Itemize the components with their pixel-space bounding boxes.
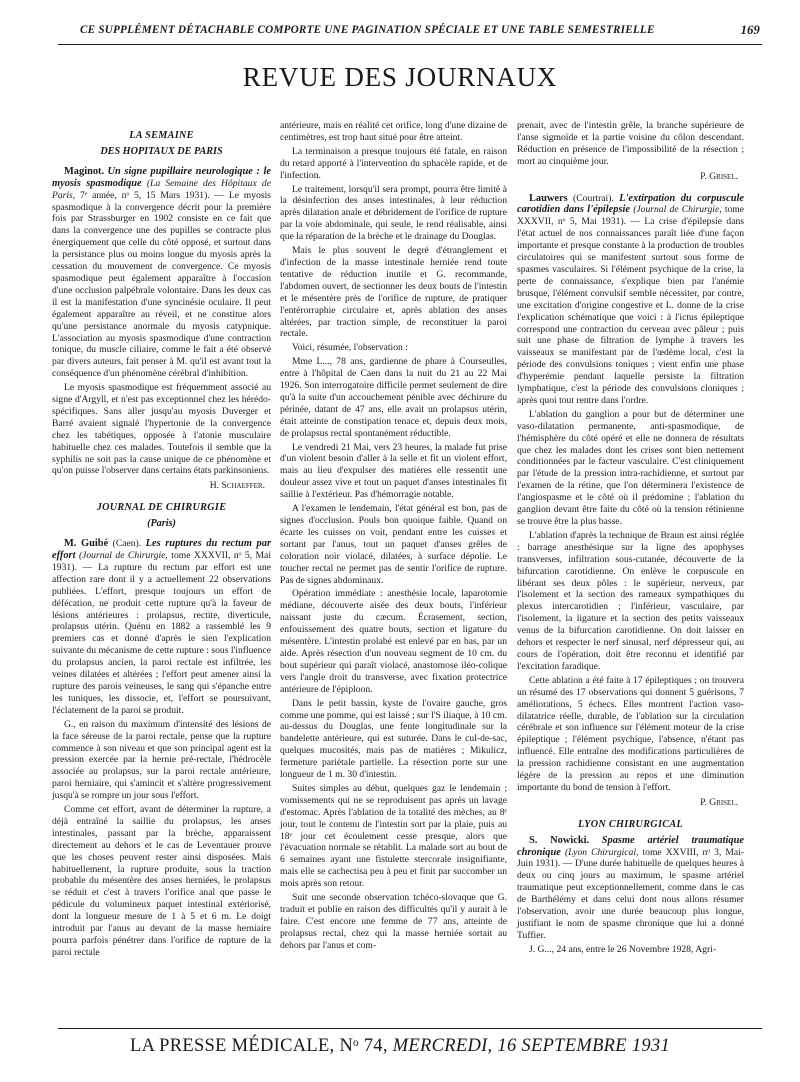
article-text: tome XXVIII, nᵒ 3, Mai-Juin 1931). — D'une durée habituelle de quelques heures à deux ou cinq jours au maximum, le spasme artériel traumatique peut exceptionnellement, comme dans le cas de Barthélémy et dans celui dont nous allons résumer l'observation, avoir une durée beaucoup plus longue, justifiant le nom de spasme chronique que lui a donné Tuffier. xyxy=(517,846,744,941)
section-subheading: DES HOPITAUX DE PARIS xyxy=(100,145,223,157)
article-reference: (La Semaine des Hôpitaux de Paris, xyxy=(52,177,271,201)
page-footer xyxy=(0,1036,800,1057)
article-reference: (Journal de Chirurgie, xyxy=(633,204,722,216)
section-subheading: (Paris) xyxy=(147,518,176,530)
article-title: Spasme artériel traumatique chronique xyxy=(517,834,744,858)
article-paragraph: Opération immédiate : anesthésie locale, laparotomie médiane, découverte aisée des deux bouts, l'inférieur naissant juste du cæcum. Écrasement, section, enfouissement des quatre bouts, section et ligature du mésentère. L'intestin prolabé est enlevé par en bas, par un aide. Après résection d'un nouveau segment de 10 cm. du bout supérieur qui paraît violacé, anastomose iléo-colique vers l'angle droit du transverse, avec fixation protectrice antérieure de l'épiploon. xyxy=(280,588,507,695)
article-paragraph xyxy=(52,166,271,380)
section-heading: LA SEMAINE xyxy=(129,130,194,141)
article-location: (Caen). xyxy=(112,538,142,550)
article-title: Un signe pupillaire neurologique : le myosis spasmodique xyxy=(52,165,271,189)
article-paragraph: L'ablation d'après la technique de Braun est ainsi réglée : barrage anesthésique sur la ligne des apophyses transverses, infiltration sous-cutanée, découverte de la bifurcation carotidienne. On enlève le corpuscule en libérant ses deux pôles : le supérieur, nerveux, par l'isolement et la section des rameaux sympathiques du plexus intercarotidien ; l'inférieur, vasculaire, par l'isolement, la ligature et la section des petits vaisseaux venus de la bifurcation carotidienne. On doit laisser en dehors et respecter le nerf sinusal, nerf dépresseur qui, au cours de l'opération, doit être reconnu et identifié par l'excitation faradique. xyxy=(517,529,744,672)
article-text: 7ᵉ année, nᵒ 5, 15 Mars 1931). — Le myosis spasmodique à la convergence décrit pour la première fois par Strassburger en 1902 consiste en ce fait que dans la convergence une des pupilles se contracte plus énergiquement que celle du côté opposé, et surtout dans la persistance plus ou moins longue du myosis après la cessation du mouvement de convergence. Ce myosis spasmodique peut également apparaître à l'occasion d'une occlusion palpébrale volontaire. Dans les deux cas il est la manifestation d'une syncinésie oculaire. Il peut également apparaître au réveil, et ne constitue alors qu'une persistance anormale du myosis catypnique. L'association au myosis spasmodique d'une contraction tonique, du muscle ciliaire, comme le fait a été observé par divers auteurs, fait penser à M. qu'il est avant tout la conséquence d'un phénomène cérébral d'inhibition. xyxy=(52,189,272,380)
article-author: S. Nowicki. xyxy=(529,834,590,846)
column-3 xyxy=(517,120,744,958)
page-number: 169 xyxy=(740,23,760,37)
section-heading: JOURNAL DE CHIRURGIE xyxy=(96,502,227,514)
article-paragraph: Mais le plus souvent le degré d'étranglement et d'infection de la masse intestinale herniée rend toute tentative de réduction inutile et G. recommande, l'abdomen ouvert, de sectionner les deux bouts de l'intestin et le mésentère près de l'orifice de rupture, de pratiquer l'entérorraphie circulaire et, après ablation des anses altérées, par traction simple, de reconstituer la paroi rectale. xyxy=(280,245,507,340)
article-author: Maginot. xyxy=(64,165,105,177)
article-paragraph: L'ablation du ganglion a pour but de déterminer une vaso-dilatation permanente, anti-spasmodique, de l'hémisphère du côté opéré et elle ne donnera de résultats que chez les malades dont les crises sont bien nettement conditionnées par le facteur vasculaire. C'est cliniquement par l'étude de la pression intra-rachidienne, et surtout par l'examen de la rétine, que l'on déterminera l'existence de l'angiospasme et le côté où il prédomine ; l'ablation du ganglion devant être faite du côté où la tension rétinienne se trouve être la plus basse. xyxy=(517,408,744,527)
article-paragraph: Dans le petit bassin, kyste de l'ovaire gauche, gros comme une pomme, qui est laissé ; sur l'S iliaque, à 10 cm. au-dessus du Douglas, une fente longitudinale sur la bandelette antérieure, qui est suturée. Dans le cul-de-sac, quelques mucosités, mais pas de matières ; Mikulicz, fermeture pariétale partielle. La résection porte sur une longueur de 1 m. 30 d'intestin. xyxy=(280,697,507,781)
article-author: Lauwers xyxy=(529,192,568,204)
footer-issue: Nᵒ 74, xyxy=(339,1036,388,1056)
signature: H. Schaeffer. xyxy=(209,480,265,492)
article-title: L'extirpation du corpuscule carotidien dans l'épilepsie xyxy=(517,192,744,216)
article-paragraph: G., en raison du maximum d'intensité des lésions de la face séreuse de la paroi rectale, pense que la rupture commence à son niveau et que son principal agent est la pression exercée par la hernie pré-rectale, l'hédrocèle associée au prolapsus, sur la paroi rectale antérieure, paroi herniaire, qui s'amincit et s'altère progressivement jusqu'à se rompre un jour sous l'effort. xyxy=(52,718,271,802)
article-paragraph: antérieure, mais en réalité cet orifice, long d'une dizaine de centimètres, est trop haut situé pour être atteint. xyxy=(280,120,507,143)
column-1 xyxy=(52,120,271,961)
article-paragraph: Cette ablation a été faite à 17 épileptiques ; on trouvera un résumé des 17 observations qui donnent 5 guérisons, 7 améliorations, 5 échecs. Elles montrent l'action vaso-dilatatrice réelle, durable, de l'ablation sur la circulation cérébrale et son influence sur l'élément moteur de la crise épileptique ; l'élément psychique, l'absence, n'étant pas influencé. Elle entraîne des modifications particulières de la pression rachidienne consistant en une augmentation légère de la pression au repos et une diminution importante du bond de tension à l'effort. xyxy=(517,674,744,793)
column-2 xyxy=(280,120,507,954)
article-paragraph: prenait, avec de l'intestin grêle, la branche supérieure de l'anse sigmoïde et la partie voisine du côlon descendant. Réduction en présence de l'impossibilité de la résection ; mort au cinquième jour. xyxy=(517,120,744,167)
article-paragraph: Suites simples au début, quelques gaz le lendemain ; vomissements qui ne se reproduisent pas après un lavage d'estomac. Après l'ablation de la totalité des mèches, au 8ᵉ jour, tout le contenu de l'intestin sort par la plaie, puis au 18ᵉ jour cet écoulement cesse presque, alors que l'évacuation normale se rétablit. La malade sort au bout de 6 semaines ayant une fistulette stercorale insignifiante, mais elle se cachectisa peu à peu et finit par succomber un mois après son retour. xyxy=(280,782,507,890)
footer-rule xyxy=(58,1028,762,1029)
article-title: Les ruptures du rectum par effort xyxy=(52,538,271,561)
running-header xyxy=(60,24,760,42)
article-paragraph: Suit une seconde observation tchéco-slovaque que G. traduit et publie en raison des difficultés qu'il y aurait à le faire. C'est encore une femme de 77 ans, atteinte de prolapsus rectal, chez qui la masse herniée sortait au dehors par l'anus et com- xyxy=(280,892,507,951)
section-heading: LYON CHIRURGICAL xyxy=(578,818,683,830)
article-paragraph: Le myosis spasmodique est fréquemment associé au signe d'Argyll, et n'est pas exceptionnel chez les hérédo-spécifiques. Sans aller jusqu'au myosis Duverger et Barré avaient signalé l'hypertonie de la convergence chez les tabétiques, opposée à l'atonie musculaire habituelle chez ces malades. Toutefois il semble que la syphilis ne soit pas la cause unique de ce phénomène et qu'on puisse l'observer dans certains états parkinsoniens. xyxy=(52,382,271,477)
running-head: CE SUPPLÉMENT DÉTACHABLE COMPORTE UNE PAGINATION SPÉCIALE ET UNE TABLE SEMESTRIELLE xyxy=(80,24,655,36)
article-paragraph xyxy=(517,835,744,942)
signature: P. Grisel. xyxy=(700,170,738,182)
article-paragraph: Le vendredi 21 Mai, vers 23 heures, la malade fut prise d'un violent besoin d'aller à la selle et fit un violent effort, mais au lieu d'expulser des matières elle ressentit une douleur assez vive et tout un paquet d'anses intestinales fit saillie à l'extérieur. Pas d'hémorragie notable. xyxy=(280,441,507,501)
article-reference: (Journal de Chirurgie, xyxy=(78,550,168,561)
signature: P. Grisel. xyxy=(700,796,738,808)
article-paragraph: J. G..., 24 ans, entre le 26 Novembre 1928, Agri- xyxy=(529,943,717,955)
article-text: tome XXXVII, nᵒ 5, Mai 1931). — La crise d'épilepsie dans l'état actuel de nos connaissances paraît liée d'une façon importante et presque constante à la production de troubles circulatoires qui se manifestent surtout sous forme de spasmes vasculaires. Si l'élément psychique de la crise, la perte de connaissance, s'explique bien par l'anémie brusque, l'élément convulsif semble nécessiter, par contre, une excitation d'origine congestive et L. donne de la crise l'explication schématique que voici : à l'ictus épileptique correspond une contraction du cerveau avec pâleur ; puis suit une phase de filtration de lymphe à travers les vaisseaux se manifestant par de l'œdème local, c'est la période des convulsions toniques ; vient enfin une phase d'hyperémie pendant laquelle persiste la filtration lymphatique, c'est la période des convulsions cloniques ; après quoi tout rentre dans l'ordre. xyxy=(517,204,744,406)
article-paragraph: Le traitement, lorsqu'il sera prompt, pourra être limité à la désinfection des anses intestinales, à leur réduction après dilatation anale et débridement de l'orifice de rupture par la voie abdominale, qui seule, le rend réalisable, ainsi que la réparation de la brèche et le drainage du Douglas. xyxy=(280,183,507,243)
article-paragraph xyxy=(52,538,271,717)
footer-date: MERCREDI, 16 SEPTEMBRE 1931 xyxy=(392,1036,671,1056)
article-reference: (Lyon Chirurgical, xyxy=(564,846,639,858)
article-paragraph: La terminaison a presque toujours été fatale, en raison du retard apporté à l'intervention du sphacèle rapide, et de l'infection. xyxy=(280,145,507,181)
article-author: M. Guibé xyxy=(64,538,109,550)
article-paragraph xyxy=(517,193,744,407)
article-paragraph: Voici, résumée, l'observation : xyxy=(292,342,408,354)
article-text: tome XXXVII, nᵒ 5, Mai 1931). — La rupture du rectum par effort est une affection rare dont il y a actuellement 22 observations publiées. L'effort, presque toujours un effort de défécation, ne produit cette rupture qu'à la faveur de lésions antérieures : prolapsus, rectite, diverticule, prolapsus utérin. Quénu en 1882 a rassemblé les 9 premiers cas et donné d'après le sien l'explication suivante du mécanisme de cette rupture : sous l'influence du prolapsus ancien, la paroi rectale est infiltrée, les veines dilatées et altérées ; l'effort peut amener ainsi la rupture des parois veineuses, le sang qui s'épanche entre les tuniques, les dissocie, et, l'effort se poursuivant, l'éclatement de la paroi se produit. xyxy=(52,550,271,716)
article-paragraph: Mme L..., 78 ans, gardienne de phare à Courseulles, entre à l'hôpital de Caen dans la nuit du 21 au 22 Mai 1926. Son interrogatoire difficile permet seulement de dire qu'à la suite d'un accouchement pénible avec déchirure du périnée, datant de 47 ans, elle avait un prolapsus utérin, était atteinte de constipation tenace et, depuis deux mois, de prolapsus rectal spontanément réductible. xyxy=(280,356,507,439)
footer-journal: LA PRESSE MÉDICALE, xyxy=(129,1036,335,1056)
header-rule xyxy=(58,44,762,45)
page-title: REVUE DES JOURNAUX xyxy=(242,62,558,92)
article-paragraph: A l'examen le lendemain, l'état général est bon, pas de signes d'occlusion. Pouls bon quoique faible. Quand on écarte les cuisses on voit, pendant entre les cuisses et sortant par l'anus, tout un paquet d'anses grêles de coloration noir violacé, dilatées, à surface dépolie. Le toucher rectal ne permet pas de sentir l'orifice de rupture. Pas de signes abdominaux. xyxy=(280,503,507,586)
article-paragraph: Comme cet effort, avant de déterminer la rupture, a déjà entraîné la saillie du prolapsus, les anses intestinales, passant par la brèche, apparaissent directement au dehors et le cas de Leventauer prouve que les choses peuvent rester ainsi disposées. Mais habituellement, la rupture produite, sous la traction probable du mésentère des anses herniées, le prolapsus se réduit et c'est à travers l'orifice anal que passe le pédicule du volumineux paquet intestinal extériorisé, dont la longueur mesure de 1 à 5 et 6 m. Le doigt introduit par l'anus au devant de la masse herniaire pourra parfois pénétrer dans l'orifice de rupture de la paroi rectale xyxy=(52,804,271,958)
article-location: (Courtrai). xyxy=(573,192,614,204)
